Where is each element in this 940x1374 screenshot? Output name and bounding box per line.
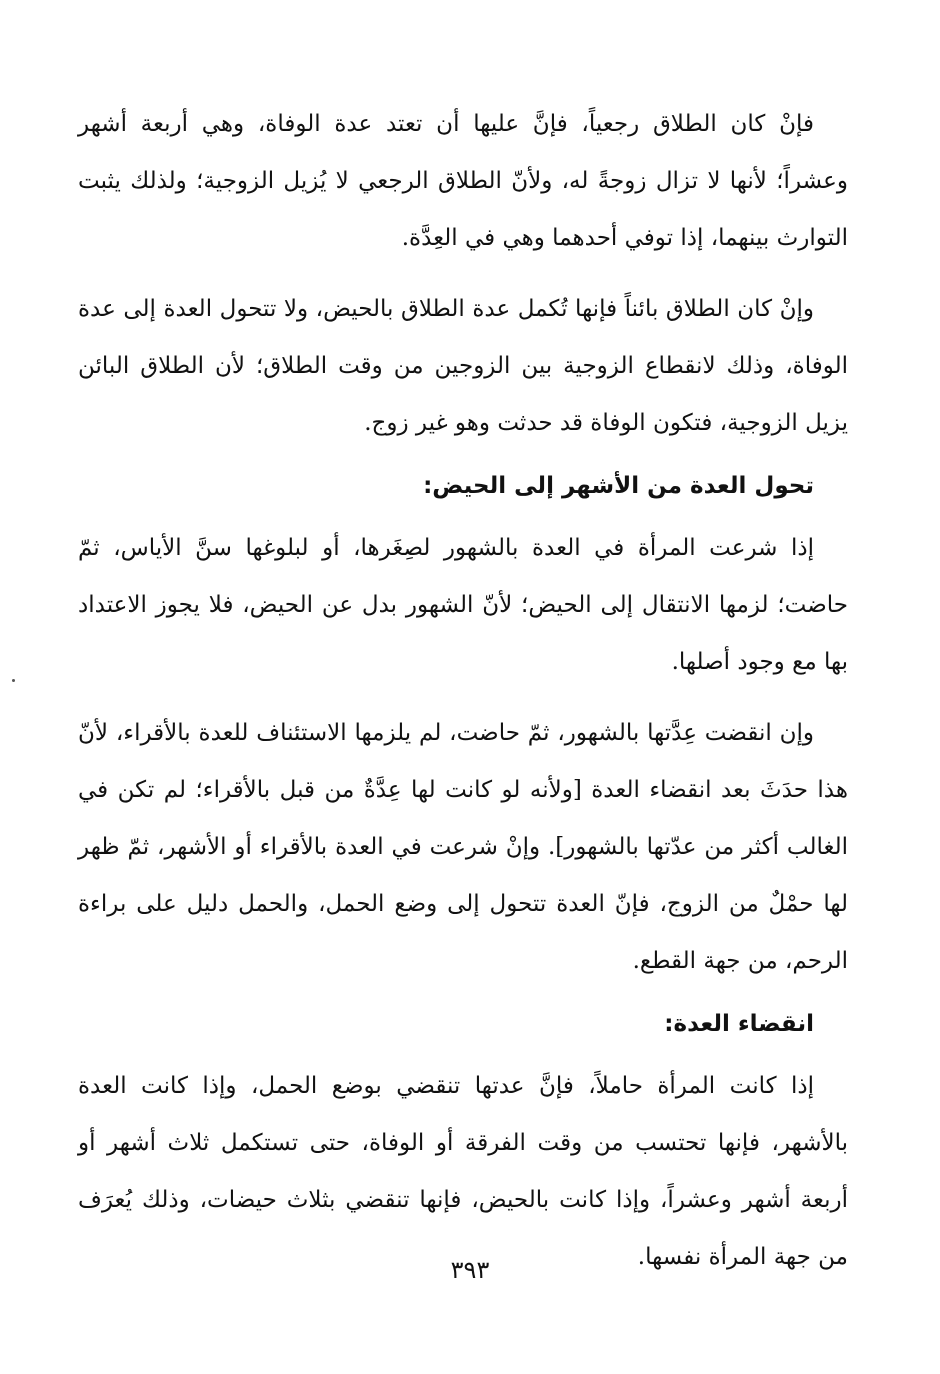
paragraph-raji-divorce: فإنْ كان الطلاق رجعياً، فإنَّ عليها أن تعتد عدة الوفاة، وهي أربعة أشهر وعشراً؛ لأنها لا تزال زوجةً له، ولأنّ الطلاق الرجعي لا يُزيل الزوجية؛ ولذلك يثبت التوارث بينهما، إذا توفي أحدهما وهي في العِدَّة. [78, 111, 848, 251]
page-body [78, 96, 848, 1300]
heading-transition-months-to-menses: تحول العدة من الأشهر إلى الحيض: [423, 473, 814, 499]
paragraph-transition-to-menses: إذا شرعت المرأة في العدة بالشهور لصِغَرها، أو لبلوغها سنَّ الأياس، ثمّ حاضت؛ لزمها الانتقال إلى الحيض؛ لأنّ الشهور بدل عن الحيض، فلا يجوز الاعتداد بها مع وجود أصلها. [78, 535, 848, 675]
paragraph-bain-divorce: وإنْ كان الطلاق بائناً فإنها تُكمل عدة الطلاق بالحيض، ولا تتحول العدة إلى عدة الوفاة، وذلك لانقطاع الزوجية بين الزوجين من وقت الطلاق؛ لأن الطلاق البائن يزيل الزوجية، فتكون الوفاة قد حدثت وهو غير زوج. [78, 296, 848, 436]
paragraph-end-of-iddah: إذا كانت المرأة حاملاً، فإنَّ عدتها تنقضي بوضع الحمل، وإذا كانت العدة بالأشهر، فإنها تحتسب من وقت الفرقة أو الوفاة، حتى تستكمل ثلاث أشهر أو أربعة أشهر وعشراً، وإذا كانت بالحيض، فإنها تنقضي بثلاث حيضات، وذلك يُعرَف من جهة المرأة نفسها. [78, 1073, 848, 1270]
margin-speck [12, 679, 15, 682]
page-number: ٣٩٣ [450, 1256, 490, 1284]
heading-end-of-iddah: انقضاء العدة: [664, 1011, 814, 1037]
paragraph-after-completion: وإن انقضت عِدَّتها بالشهور، ثمّ حاضت، لم يلزمها الاستئناف للعدة بالأقراء، لأنّ هذا حدَثَ بعد انقضاء العدة [ولأنه لو كانت لها عِدَّةٌ من قبل بالأقراء؛ لم تكن في الغالب أكثر من عدّتها بالشهور]. وإنْ شرعت في العدة بالأقراء أو الأشهر، ثمّ ظهر لها حمْلٌ من الزوج، فإنّ العدة تتحول إلى وضع الحمل، والحمل دليل على براءة الرحم، من جهة القطع. [78, 720, 848, 974]
